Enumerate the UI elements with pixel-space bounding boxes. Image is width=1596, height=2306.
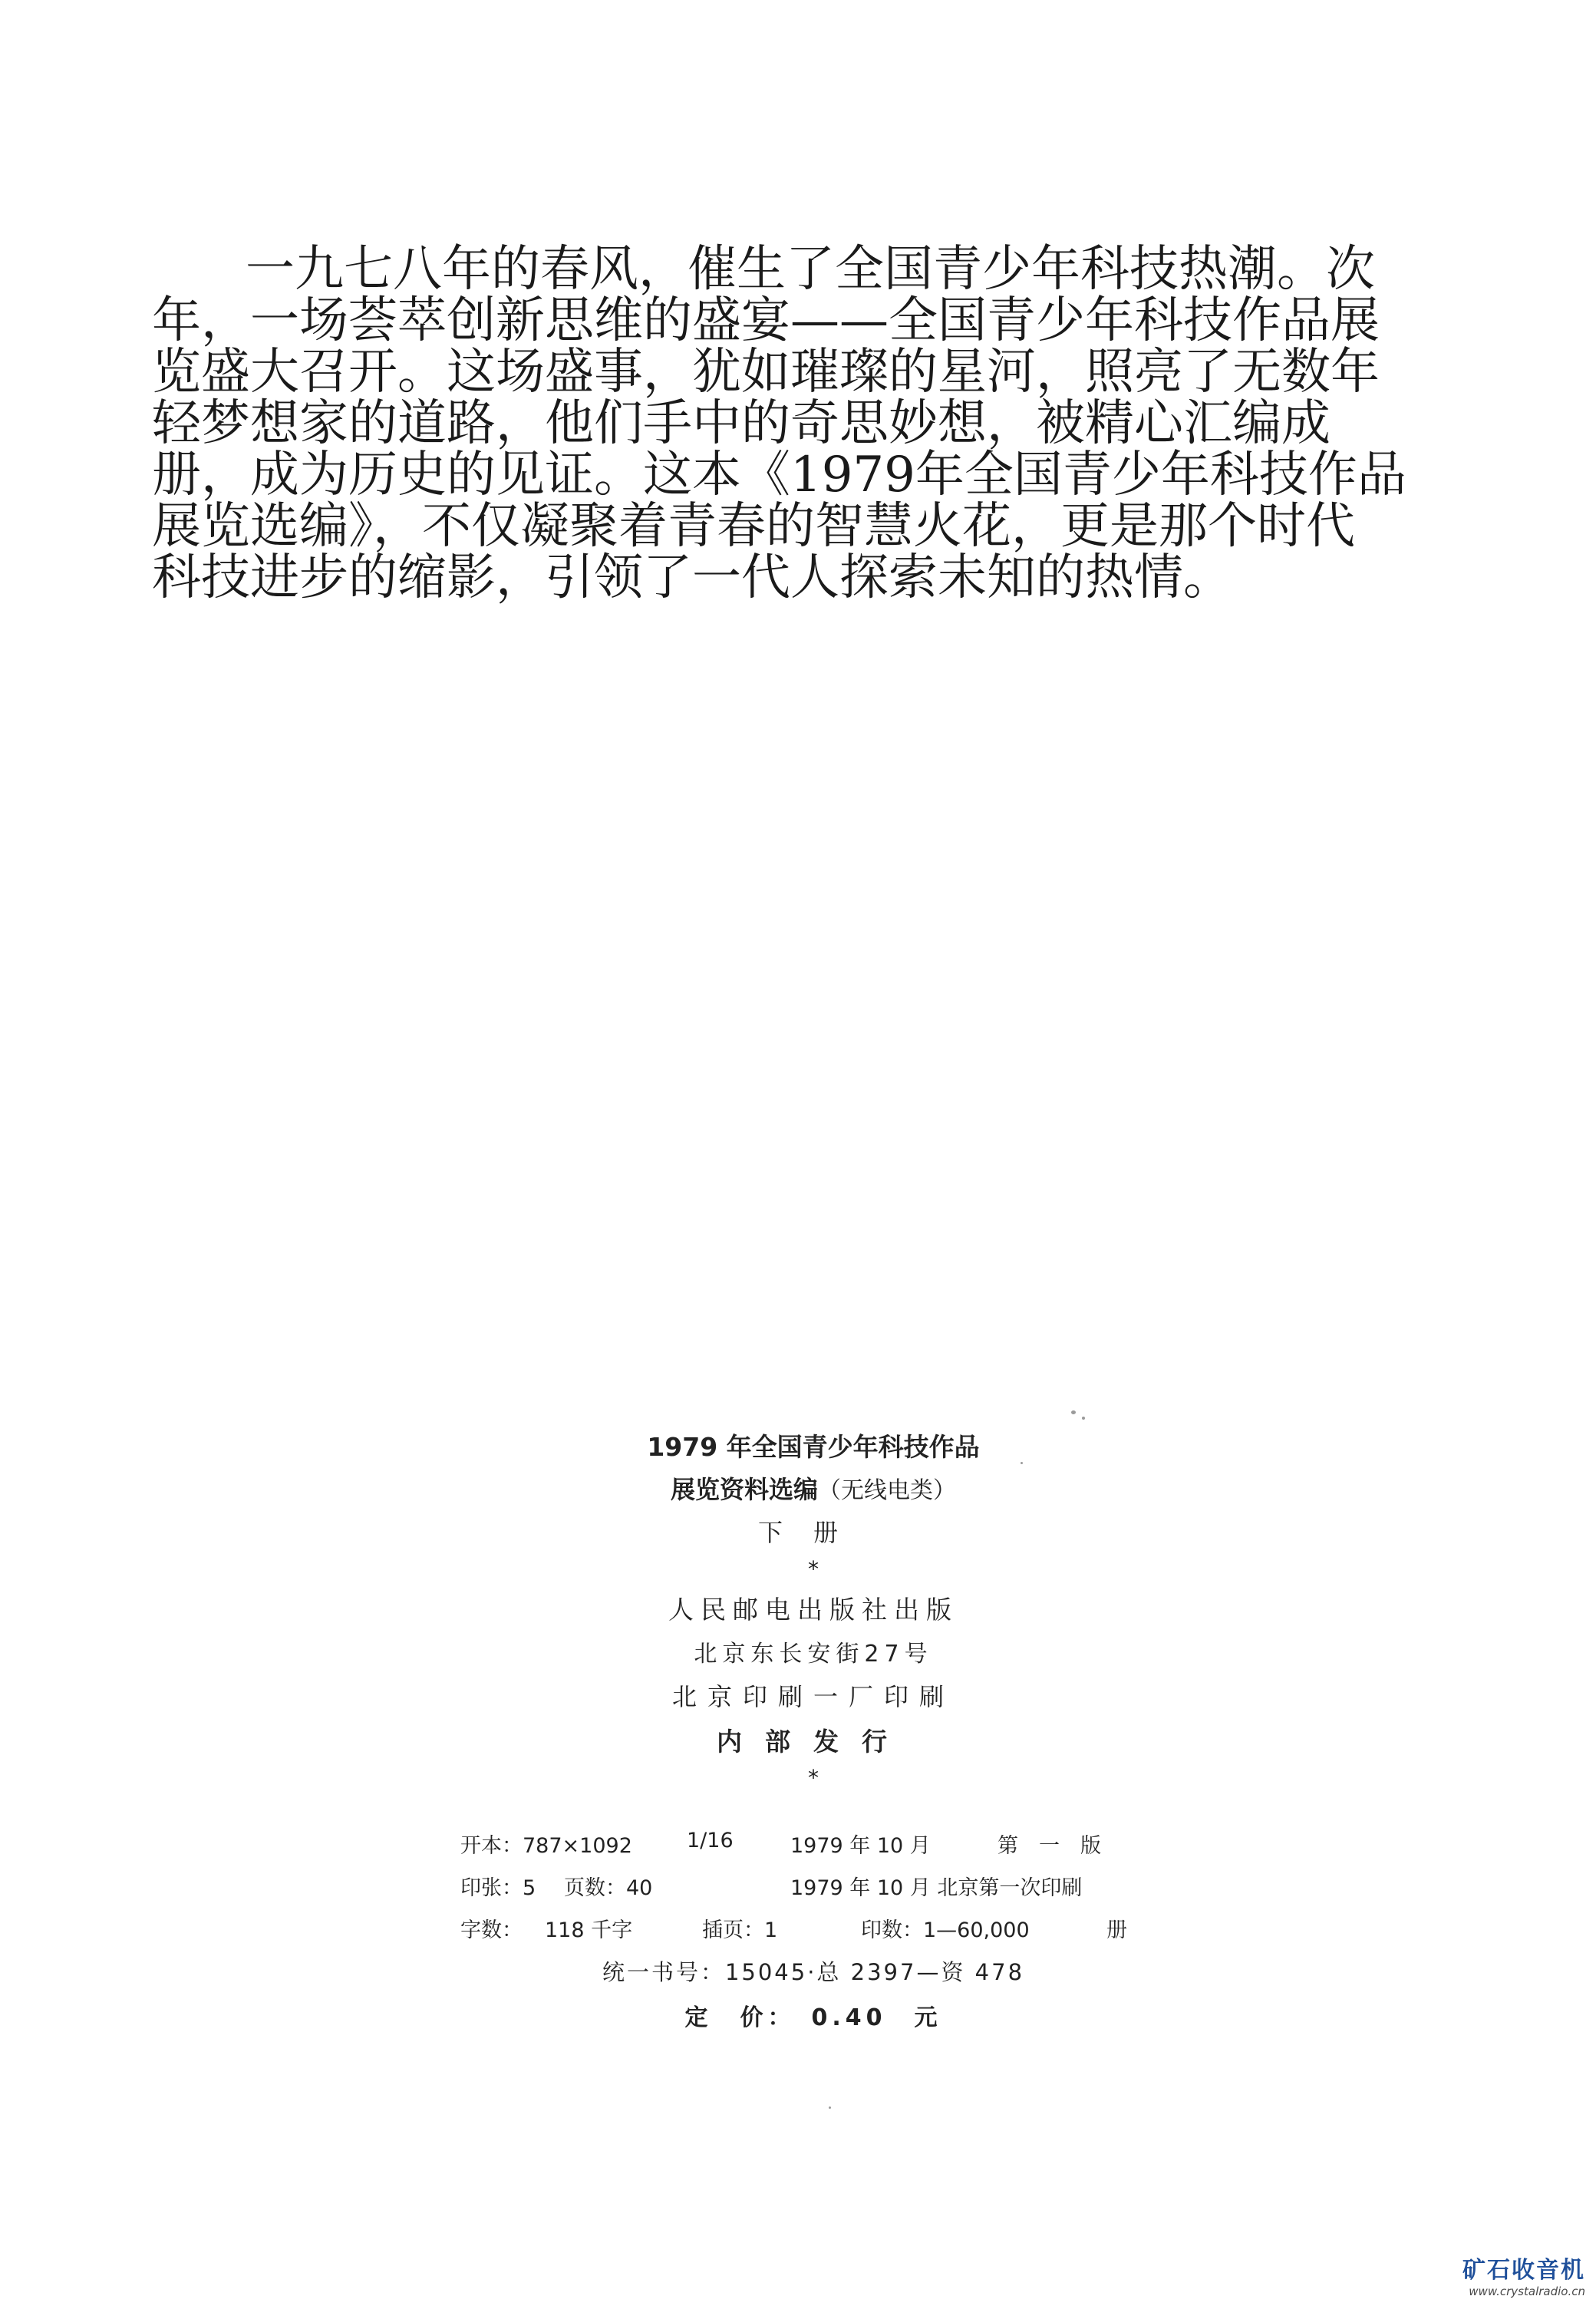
intro-line: 科技进步的缩影，引领了一代人探索未知的热情。	[152, 549, 1232, 606]
spec-row-words	[460, 1913, 1166, 1944]
intro-line: 一九七八年的春风，催生了全国青少年科技热潮。次	[246, 241, 1375, 298]
spec-row-sheets	[460, 1871, 1166, 1902]
printer: 北京印刷一厂印刷	[671, 1682, 955, 1711]
spec-row-format	[460, 1829, 1166, 1859]
spec-words-label: 字数：	[460, 1918, 523, 1942]
distribution-note: 内部发行	[717, 1727, 910, 1757]
intro-line: 年，一场荟萃创新思维的盛宴——全国青少年科技作品展	[152, 292, 1380, 349]
book-number: 统一书号：15045·总 2397—资 478	[602, 1959, 1025, 1985]
scan-speck	[1071, 1410, 1076, 1414]
intro-line: 轻梦想家的道路，他们手中的奇思妙想，被精心汇编成	[152, 395, 1331, 452]
intro-line: 册，成为历史的见证。这本《1979年全国青少年科技作品	[152, 447, 1406, 503]
book-title-main: 展览资料选编	[670, 1475, 818, 1504]
volume-label: 下册	[757, 1518, 869, 1547]
spec-print-run-unit: 册	[1106, 1918, 1127, 1942]
publisher-address: 北京东长安街27号	[694, 1641, 933, 1668]
watermark-logo-text: 矿石收音机	[1462, 2257, 1585, 2284]
intro-line: 览盛大召开。这场盛事，犹如璀璨的星河，照亮了无数年	[152, 344, 1380, 401]
scan-speck	[1021, 1462, 1023, 1464]
book-title-category: （无线电类）	[818, 1477, 956, 1504]
spec-pages: 页数：40	[564, 1876, 653, 1900]
price: 定 价： 0.40 元	[684, 2004, 942, 2031]
spec-print-run: 印数：1—60,000	[861, 1918, 1030, 1942]
spec-edition-date: 1979 年 10 月	[790, 1834, 931, 1858]
separator-asterisk: *	[808, 1765, 819, 1790]
book-title-line2	[430, 1470, 1197, 1506]
spec-words: 118 千字	[545, 1918, 633, 1942]
spec-edition: 第 一 版	[998, 1834, 1101, 1858]
scan-speck	[1082, 1417, 1085, 1420]
intro-paragraph	[152, 241, 1441, 606]
intro-line: 展览选编》，不仅凝聚着青春的智慧火花，更是那个时代	[152, 498, 1355, 555]
spec-printing-date: 1979 年 10 月 北京第一次印刷	[790, 1876, 1083, 1900]
book-title-line1: 1979 年全国青少年科技作品	[647, 1432, 980, 1462]
spec-sheets: 印张：5	[460, 1876, 536, 1900]
separator-asterisk: *	[808, 1556, 819, 1582]
site-watermark	[1455, 2251, 1585, 2298]
spec-fold: 1/16	[687, 1829, 734, 1852]
spec-plates: 插页：1	[702, 1918, 778, 1942]
scan-speck	[829, 2106, 831, 2109]
watermark-url: www.crystalradio.cn	[1469, 2285, 1585, 2298]
spec-format: 开本：787×1092	[460, 1834, 632, 1858]
publisher: 人民邮电出版社出版	[668, 1595, 958, 1625]
